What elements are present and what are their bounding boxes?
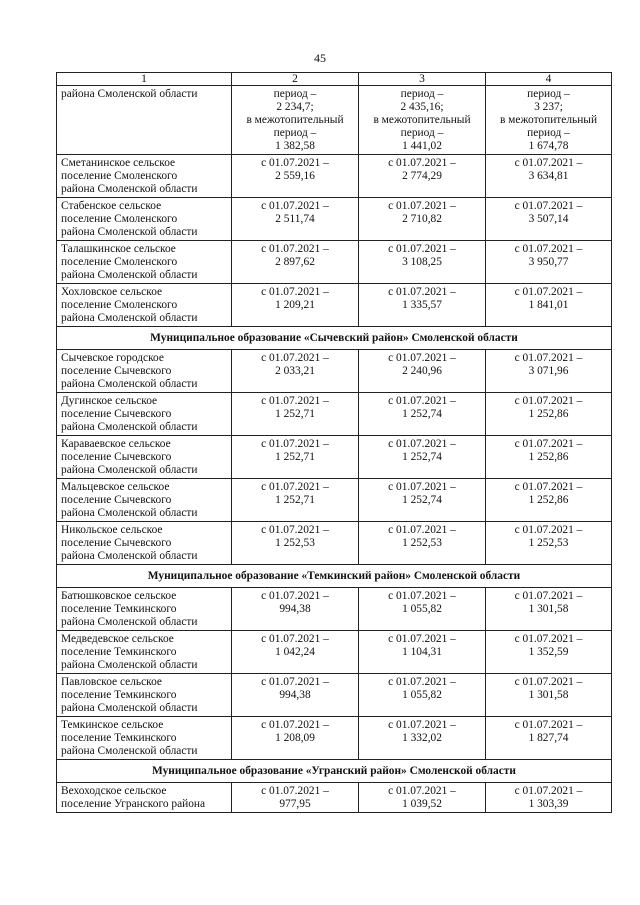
tariff-cell-c2 (232, 479, 359, 522)
tariff-value-line: с 01.07.2021 – (388, 243, 456, 255)
tariff-value-line: с 01.07.2021 – (388, 395, 456, 407)
tariff-cell-c4 (486, 393, 612, 436)
settlement-name-cell (57, 350, 232, 393)
tariff-value-line: 1 252,71 (275, 451, 315, 463)
tariff-value-line: в межотопительный (373, 114, 471, 126)
tariff-value-line: 1 252,74 (402, 451, 442, 463)
tariff-cell-c3 (359, 198, 486, 241)
settlement-name-line: района Смоленской области (61, 312, 198, 324)
tariff-value-line: с 01.07.2021 – (514, 676, 583, 688)
tariff-cell-c2 (232, 284, 359, 327)
tariff-value-line: с 01.07.2021 – (388, 438, 456, 450)
settlement-name-line: Дугинское сельское (61, 395, 158, 407)
tariff-cell-c4 (486, 86, 612, 155)
settlement-name-line: Сычевское городское (61, 352, 164, 364)
settlement-name-cell (57, 241, 232, 284)
tariff-cell-c3 (359, 717, 486, 760)
tariff-cell-c2 (232, 155, 359, 198)
tariff-value-line: с 01.07.2021 – (261, 352, 329, 364)
settlement-name-line: района Смоленской области (61, 464, 198, 476)
settlement-name-line: поселение Сычевского (61, 451, 172, 463)
tariff-value-line: с 01.07.2021 – (261, 286, 329, 298)
tariff-value-line: с 01.07.2021 – (388, 676, 456, 688)
settlement-name-cell (57, 631, 232, 674)
tariff-value-line: 1 208,09 (275, 732, 315, 744)
tariff-value-line: с 01.07.2021 – (388, 286, 456, 298)
settlement-name-line: поселение Смоленского (61, 299, 178, 311)
tariff-cell-c2 (232, 717, 359, 760)
tariff-cell-c3 (359, 631, 486, 674)
tariff-value-line: 1 252,53 (402, 537, 442, 549)
tariff-value-line: с 01.07.2021 – (514, 590, 583, 602)
tariff-value-line: 2 033,21 (275, 365, 315, 377)
tariff-value-line: с 01.07.2021 – (261, 200, 329, 212)
settlement-name-line: поселение Угранского района (61, 798, 206, 810)
tariff-cell-c2 (232, 674, 359, 717)
tariff-value-line: с 01.07.2021 – (514, 633, 583, 645)
tariff-cell-c3 (359, 674, 486, 717)
settlement-name-line: Мальцевское сельское (61, 481, 170, 493)
tariff-cell-c3 (359, 284, 486, 327)
settlement-name-cell (57, 198, 232, 241)
tariff-value-line: 1 332,02 (402, 732, 442, 744)
tariff-value-line: с 01.07.2021 – (514, 243, 583, 255)
table-row (57, 198, 612, 241)
settlement-name-line: Талашкинское сельское (61, 243, 176, 255)
settlement-name-line: района Смоленской области (61, 659, 198, 671)
settlement-name-line: района Смоленской области (61, 88, 198, 100)
tariff-value-line: 1 841,01 (528, 299, 569, 311)
tariff-value-line: в межотопительный (246, 114, 344, 126)
tariff-cell-c4 (486, 631, 612, 674)
tariff-value-line: с 01.07.2021 – (388, 157, 456, 169)
tariff-value-line: 1 301,58 (528, 603, 569, 615)
tariff-cell-c2 (232, 241, 359, 284)
section-row (57, 760, 612, 783)
settlement-name-line: поселение Темкинского (61, 689, 177, 701)
settlement-name-cell (57, 86, 232, 155)
tariff-cell-c2 (232, 631, 359, 674)
settlement-name-cell (57, 284, 232, 327)
tariff-value-line: 1 252,86 (528, 408, 569, 420)
tariff-value-line: с 01.07.2021 – (514, 395, 583, 407)
table-row (57, 284, 612, 327)
header-cell-2: 2 (232, 73, 359, 86)
tariff-cell-c4 (486, 241, 612, 284)
tariff-value-line: 3 507,14 (528, 213, 569, 225)
settlement-name-line: Хохловское сельское (61, 286, 163, 298)
tariff-value-line: 3 108,25 (402, 256, 442, 268)
tariff-cell-c2 (232, 522, 359, 565)
settlement-name-line: района Смоленской области (61, 269, 198, 281)
tariff-value-line: с 01.07.2021 – (388, 590, 456, 602)
tariff-value-line: 1 335,57 (402, 299, 442, 311)
settlement-name-cell (57, 393, 232, 436)
settlement-name-line: Караваевское сельское (61, 438, 171, 450)
tariff-value-line: с 01.07.2021 – (261, 438, 329, 450)
header-cell-4: 4 (486, 73, 612, 86)
tariff-value-line: с 01.07.2021 – (261, 524, 329, 536)
section-row (57, 565, 612, 588)
tariff-table (56, 72, 612, 813)
settlement-name-line: Медведевское сельское (61, 633, 174, 645)
section-title: Муниципальное образование «Сычевский район» Смоленской области (57, 327, 612, 350)
settlement-name-line: района Смоленской области (61, 378, 198, 390)
tariff-cell-c4 (486, 198, 612, 241)
settlement-name-line: поселение Сычевского (61, 365, 172, 377)
tariff-value-line: 2 234,7; (276, 101, 314, 113)
table-row (57, 241, 612, 284)
settlement-name-line: Сметанинское сельское (61, 157, 176, 169)
tariff-value-line: 2 774,29 (402, 170, 442, 182)
settlement-name-line: поселение Смоленского (61, 213, 178, 225)
tariff-cell-c2 (232, 198, 359, 241)
table-row (57, 717, 612, 760)
section-row (57, 327, 612, 350)
tariff-value-line: с 01.07.2021 – (261, 633, 329, 645)
tariff-value-line: 1 252,74 (402, 494, 442, 506)
table-row (57, 155, 612, 198)
tariff-cell-c4 (486, 674, 612, 717)
settlement-name-line: Батюшковское сельское (61, 590, 177, 602)
settlement-name-line: района Смоленской области (61, 616, 198, 628)
tariff-value-line: с 01.07.2021 – (388, 481, 456, 493)
settlement-name-cell (57, 783, 232, 813)
tariff-value-line: 1 055,82 (402, 603, 442, 615)
tariff-cell-c3 (359, 436, 486, 479)
tariff-value-line: 1 252,86 (528, 451, 569, 463)
tariff-value-line: период – (273, 88, 317, 100)
settlement-name-line: Темкинское сельское (61, 719, 164, 731)
tariff-value-line: 1 252,74 (402, 408, 442, 420)
table-row (57, 783, 612, 813)
tariff-cell-c3 (359, 522, 486, 565)
tariff-value-line: 1 827,74 (528, 732, 569, 744)
tariff-value-line: с 01.07.2021 – (261, 676, 329, 688)
tariff-value-line: 1 209,21 (275, 299, 315, 311)
header-cell-1: 1 (57, 73, 232, 86)
settlement-name-line: поселение Сычевского (61, 537, 172, 549)
tariff-value-line: с 01.07.2021 – (514, 438, 583, 450)
tariff-value-line: в межотопительный (499, 114, 598, 126)
settlement-name-line: района Смоленской области (61, 507, 198, 519)
tariff-value-line: с 01.07.2021 – (514, 785, 583, 797)
settlement-name-line: района Смоленской области (61, 183, 198, 195)
tariff-cell-c3 (359, 588, 486, 631)
tariff-value-line: 1 352,59 (528, 646, 569, 658)
settlement-name-cell (57, 674, 232, 717)
tariff-value-line: 3 237; (534, 101, 563, 113)
tariff-value-line: с 01.07.2021 – (261, 590, 329, 602)
tariff-cell-c3 (359, 155, 486, 198)
tariff-cell-c2 (232, 86, 359, 155)
tariff-cell-c2 (232, 783, 359, 813)
tariff-value-line: с 01.07.2021 – (388, 785, 456, 797)
settlement-name-cell (57, 479, 232, 522)
header-row (57, 73, 612, 86)
tariff-value-line: с 01.07.2021 – (261, 157, 329, 169)
tariff-value-line: с 01.07.2021 – (261, 243, 329, 255)
tariff-value-line: 1 674,78 (528, 140, 569, 152)
tariff-value-line: период – (527, 127, 570, 139)
settlement-name-line: поселение Смоленского (61, 256, 178, 268)
table-row (57, 522, 612, 565)
tariff-value-line: 1 382,58 (275, 140, 315, 152)
tariff-cell-c4 (486, 350, 612, 393)
tariff-value-line: 3 950,77 (528, 256, 569, 268)
tariff-value-line: с 01.07.2021 – (388, 200, 456, 212)
tariff-cell-c4 (486, 522, 612, 565)
tariff-value-line: с 01.07.2021 – (514, 157, 583, 169)
section-title: Муниципальное образование «Угранский район» Смоленской области (57, 760, 612, 783)
settlement-name-line: Никольское сельское (61, 524, 163, 536)
tariff-value-line: с 01.07.2021 – (514, 352, 583, 364)
section-title: Муниципальное образование «Темкинский район» Смоленской области (57, 565, 612, 588)
table-row (57, 350, 612, 393)
tariff-value-line: 994,38 (279, 603, 311, 615)
settlement-name-line: Павловское сельское (61, 676, 162, 688)
tariff-value-line: с 01.07.2021 – (261, 395, 329, 407)
tariff-value-line: 1 252,86 (528, 494, 569, 506)
settlement-name-cell (57, 588, 232, 631)
tariff-value-line: 1 301,58 (528, 689, 569, 701)
header-cell-3: 3 (359, 73, 486, 86)
tariff-value-line: с 01.07.2021 – (514, 524, 583, 536)
settlement-name-line: поселение Темкинского (61, 732, 177, 744)
tariff-cell-c2 (232, 350, 359, 393)
tariff-cell-c4 (486, 717, 612, 760)
table-row (57, 393, 612, 436)
tariff-value-line: 1 441,02 (402, 140, 442, 152)
settlement-name-line: поселение Смоленского (61, 170, 178, 182)
tariff-value-line: период – (400, 127, 444, 139)
tariff-value-line: 1 252,71 (275, 494, 315, 506)
settlement-name-line: района Смоленской области (61, 421, 198, 433)
tariff-value-line: 2 710,82 (402, 213, 442, 225)
settlement-name-line: поселение Темкинского (61, 603, 177, 615)
settlement-name-line: района Смоленской области (61, 550, 198, 562)
table-row (57, 674, 612, 717)
tariff-cell-c4 (486, 479, 612, 522)
tariff-cell-c4 (486, 284, 612, 327)
tariff-value-line: 2 435,16; (400, 101, 444, 113)
settlement-name-line: Вехоходское сельское (61, 785, 167, 797)
tariff-cell-c2 (232, 588, 359, 631)
tariff-value-line: 1 039,52 (402, 798, 442, 810)
tariff-value-line: с 01.07.2021 – (388, 352, 456, 364)
tariff-value-line: 1 042,24 (275, 646, 315, 658)
settlement-name-cell (57, 522, 232, 565)
settlement-name-cell (57, 436, 232, 479)
tariff-value-line: с 01.07.2021 – (388, 719, 456, 731)
tariff-cell-c3 (359, 241, 486, 284)
tariff-value-line: с 01.07.2021 – (388, 524, 456, 536)
tariff-value-line: 2 240,96 (402, 365, 442, 377)
page-number: 45 (314, 51, 326, 65)
tariff-value-line: 977,95 (279, 798, 311, 810)
tariff-value-line: 3 071,96 (528, 365, 569, 377)
table-row (57, 588, 612, 631)
tariff-value-line: 2 511,74 (275, 213, 315, 225)
tariff-value-line: период – (527, 88, 570, 100)
tariff-value-line: с 01.07.2021 – (261, 785, 329, 797)
tariff-value-line: с 01.07.2021 – (514, 719, 583, 731)
settlement-name-cell (57, 155, 232, 198)
settlement-name-line: поселение Сычевского (61, 408, 172, 420)
tariff-cell-c3 (359, 479, 486, 522)
tariff-cell-c3 (359, 393, 486, 436)
tariff-cell-c2 (232, 393, 359, 436)
tariff-value-line: с 01.07.2021 – (261, 719, 329, 731)
table-row (57, 436, 612, 479)
tariff-cell-c4 (486, 436, 612, 479)
tariff-cell-c3 (359, 86, 486, 155)
tariff-value-line: период – (400, 88, 444, 100)
table-row (57, 479, 612, 522)
settlement-name-cell (57, 717, 232, 760)
tariff-value-line: 1 252,71 (275, 408, 315, 420)
tariff-value-line: 3 634,81 (528, 170, 569, 182)
tariff-cell-c2 (232, 436, 359, 479)
table-row (57, 631, 612, 674)
settlement-name-line: Стабенское сельское (61, 200, 162, 212)
tariff-table-body (57, 73, 612, 813)
settlement-name-line: района Смоленской области (61, 702, 198, 714)
settlement-name-line: района Смоленской области (61, 226, 198, 238)
tariff-value-line: 1 252,53 (528, 537, 569, 549)
tariff-value-line: с 01.07.2021 – (261, 481, 329, 493)
tariff-value-line: 2 897,62 (275, 256, 315, 268)
tariff-value-line: с 01.07.2021 – (514, 200, 583, 212)
tariff-cell-c4 (486, 155, 612, 198)
tariff-value-line: 1 104,31 (402, 646, 442, 658)
tariff-value-line: с 01.07.2021 – (388, 633, 456, 645)
tariff-value-line: 1 303,39 (528, 798, 569, 810)
settlement-name-line: района Смоленской области (61, 745, 198, 757)
tariff-value-line: период – (273, 127, 317, 139)
tariff-value-line: 1 252,53 (275, 537, 315, 549)
tariff-cell-c4 (486, 783, 612, 813)
tariff-value-line: с 01.07.2021 – (514, 286, 583, 298)
tariff-value-line: с 01.07.2021 – (514, 481, 583, 493)
tariff-value-line: 2 559,16 (275, 170, 315, 182)
tariff-cell-c4 (486, 588, 612, 631)
settlement-name-line: поселение Темкинского (61, 646, 177, 658)
tariff-cell-c3 (359, 783, 486, 813)
table-row (57, 86, 612, 155)
settlement-name-line: поселение Сычевского (61, 494, 172, 506)
tariff-value-line: 994,38 (279, 689, 311, 701)
tariff-value-line: 1 055,82 (402, 689, 442, 701)
tariff-cell-c3 (359, 350, 486, 393)
